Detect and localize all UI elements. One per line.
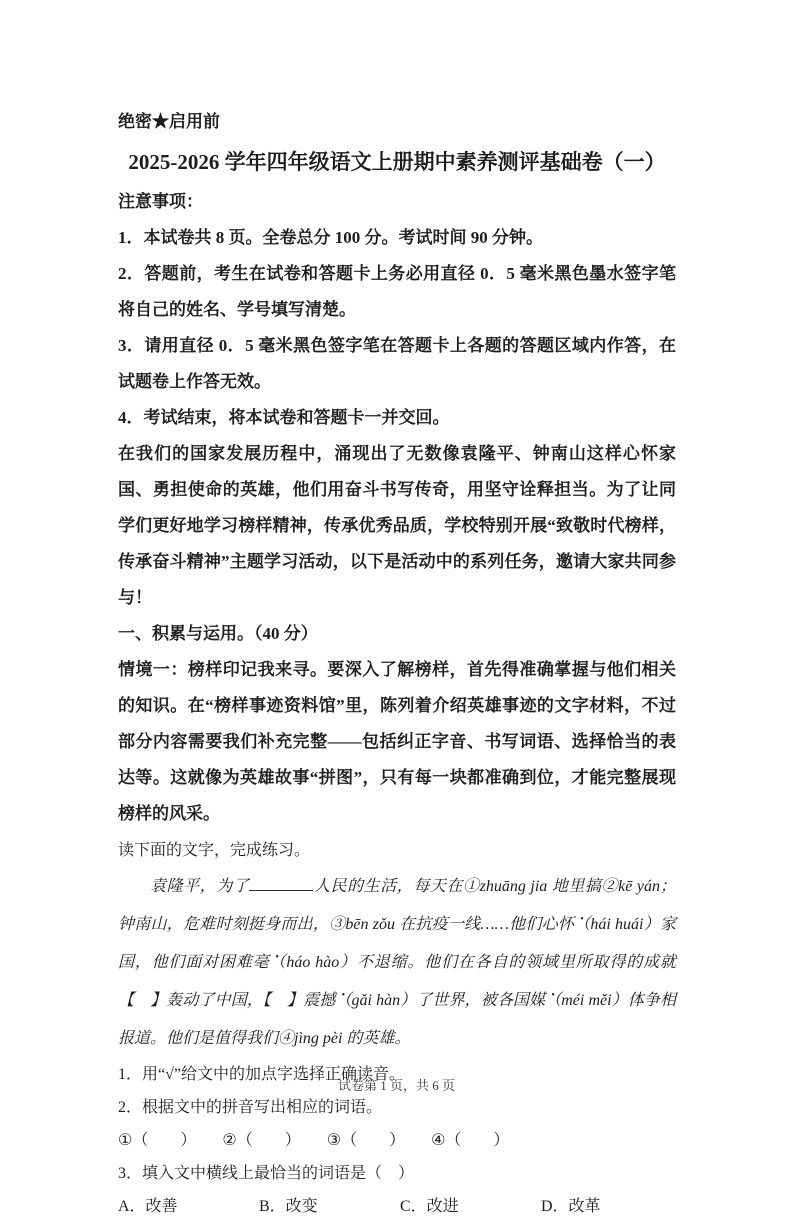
practice-instruction: 读下面的文字，完成练习。 [118, 842, 311, 859]
passage-segment: 怀 [557, 916, 575, 933]
passage-segment: （háo hào）不退缩。他们在各自的领域里所取得的成就【 】轰动了中国，【 】震 [118, 954, 676, 1009]
notice-item: 2．答题前，考生在试卷和答题卡上务必用直径 0．5 毫米黑色墨水签字笔将自己的姓名、学号填写清楚。 [118, 264, 676, 319]
intro-paragraph: 在我们的国家发展历程中，涌现出了无数像袁隆平、钟南山这样心怀家国、勇担使命的英雄，他们用奋斗书写传奇，用坚守诠释担当。为了让同学们更好地学习榜样精神，传承优秀品质，学校特别开展“致敬时代榜样，传承奋斗精神”主题学习活动，以下是活动中的系列任务，邀请大家共同参与！ [118, 444, 676, 607]
answer-blank: ④（ ） [431, 1132, 510, 1149]
exam-title: 2025-2026 学年四年级语文上册期中素养测评基础卷（一） [128, 150, 666, 174]
passage-segment: （hái huái）家国，他们面对困难 [118, 916, 676, 971]
answer-blank: ①（ ） [118, 1132, 197, 1149]
answer-blank: ②（ ） [222, 1132, 301, 1149]
section-one-heading: 一、积累与运用。（40 分） [118, 624, 318, 643]
passage-segment: （gǎi hàn）了世界，被各国 [335, 992, 530, 1009]
option-item: B．改变 [259, 1198, 318, 1215]
question-3-options [118, 1190, 676, 1223]
notice-item: 4．考试结束，将本试卷和答题卡一并交回。 [118, 408, 450, 427]
passage-segment: 毫 [252, 954, 270, 971]
question-2: 2．根据文中的拼音写出相应的词语。 [118, 1099, 383, 1116]
answer-blank: ③（ ） [326, 1132, 406, 1149]
passage-segment: 媒 [529, 992, 546, 1009]
option-item: D．改革 [541, 1198, 601, 1215]
notice-heading: 注意事项： [118, 192, 203, 211]
option-item: A．改善 [118, 1198, 178, 1215]
option-item: C．改进 [400, 1198, 459, 1215]
passage-segment [249, 875, 313, 891]
passage-segment: 袁隆平，为了 [150, 878, 250, 895]
question-1: 1．用“√”给文中的加点字选择正确读音。 [118, 1066, 405, 1083]
page-footer: 试卷第 1 页，共 6 页 [337, 1078, 455, 1093]
notice-item: 3．请用直径 0．5 毫米黑色签字笔在答题卡上各题的答题区域内作答，在试题卷上作答无效。 [118, 336, 676, 391]
question-2-answer-blanks [118, 1124, 676, 1157]
question-3: 3．填入文中横线上最恰当的词语是（ ） [118, 1165, 415, 1182]
passage-segment: 人民的生活，每天在①zhuāng jia 地里搞②kē yán；钟南山，危难时刻挺身而出，③bēn zǒu 在抗疫一线……他们心 [118, 878, 676, 933]
reading-passage [118, 868, 676, 1058]
security-label: 绝密★启用前 [118, 112, 220, 131]
passage-segment: 撼 [319, 992, 336, 1009]
scenario-one-paragraph: 情境一：榜样印记我来寻。要深入了解榜样，首先得准确掌握与他们相关的知识。在“榜样事迹资料馆”里，陈列着介绍英雄事迹的文字材料，不过部分内容需要我们补充完整——包括纠正字音、书写词语、选择恰当的表达等。这就像为英雄故事“拼图”，只有每一块都准确到位，才能完整展现榜样的风采。 [118, 660, 676, 823]
notice-item: 1．本试卷共 8 页。全卷总分 100 分。考试时间 90 分钟。 [118, 228, 543, 247]
passage-segment: （méi měi）体争相报道。他们是值得我们④jìng pèi 的英雄。 [118, 992, 676, 1047]
notice-list [118, 220, 676, 436]
